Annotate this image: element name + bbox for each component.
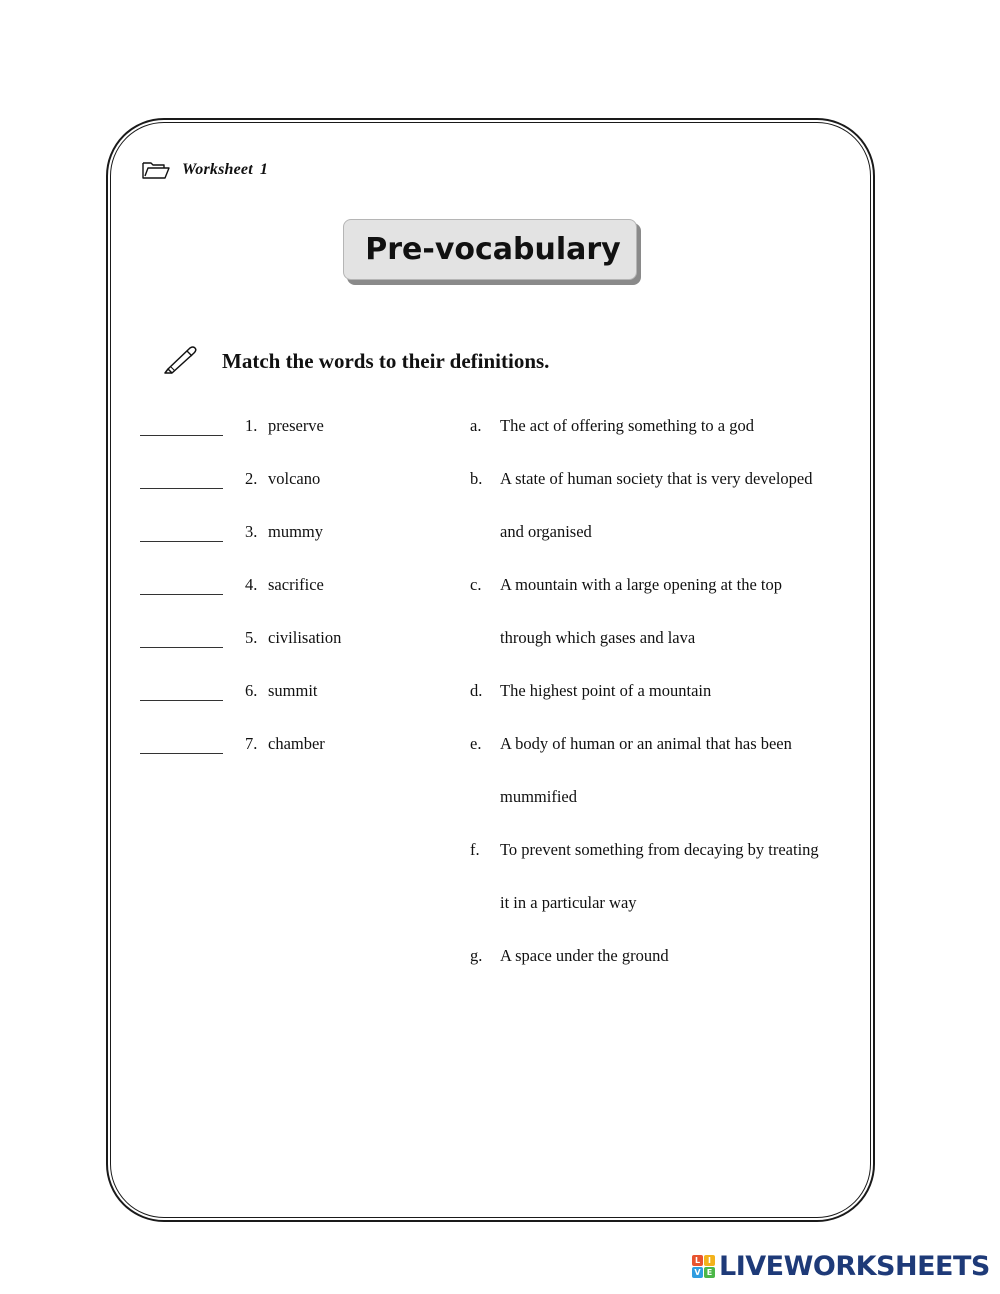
answer-blank[interactable] [140, 584, 223, 595]
word-text: mummy [268, 522, 324, 541]
word-text: volcano [268, 469, 321, 488]
logo-tile: L [692, 1255, 703, 1266]
answer-blank[interactable] [140, 478, 223, 489]
definition-letter: d. [470, 681, 483, 700]
instruction-text: Match the words to their definitions. [222, 349, 550, 373]
word-number: 7. [245, 734, 258, 753]
definition-letter: f. [470, 840, 480, 859]
worksheet-frame-inner [110, 122, 871, 1218]
liveworksheets-logo-icon [692, 1255, 715, 1278]
answer-blank[interactable] [140, 743, 223, 754]
worksheet-number: 1 [259, 161, 268, 178]
answer-blank[interactable] [140, 637, 223, 648]
word-text: preserve [268, 416, 324, 435]
title-box [343, 219, 637, 280]
page-title: Pre-vocabulary [365, 232, 621, 267]
word-text: chamber [268, 734, 325, 753]
definition-text: through which gases and lava [500, 628, 696, 647]
answer-blank[interactable] [140, 531, 223, 542]
definition-text: A space under the ground [500, 946, 669, 965]
folder-icon [142, 160, 170, 180]
word-text: civilisation [268, 628, 342, 647]
definition-letter: b. [470, 469, 483, 488]
definition-text: and organised [500, 522, 592, 541]
word-number: 4. [245, 575, 258, 594]
liveworksheets-brand [692, 1251, 990, 1282]
worksheet-header [142, 160, 268, 180]
word-text: summit [268, 681, 318, 700]
logo-tile: V [692, 1267, 703, 1278]
word-number: 2. [245, 469, 258, 488]
definition-letter: e. [470, 734, 482, 753]
word-number: 6. [245, 681, 258, 700]
definition-letter: a. [470, 416, 482, 435]
definition-text: mummified [500, 787, 577, 806]
word-number: 5. [245, 628, 258, 647]
definition-text: A state of human society that is very developed [500, 469, 813, 488]
word-number: 1. [245, 416, 258, 435]
worksheet-label: Worksheet [182, 161, 253, 178]
definition-text: The highest point of a mountain [500, 681, 712, 700]
pen-icon [162, 343, 200, 375]
definition-text: it in a particular way [500, 893, 637, 912]
definition-text: A mountain with a large opening at the top [500, 575, 782, 594]
word-text: sacrifice [268, 575, 324, 594]
definition-letter: g. [470, 946, 483, 965]
logo-tile: E [704, 1267, 715, 1278]
definition-text: To prevent something from decaying by treating [500, 840, 819, 859]
answer-blank[interactable] [140, 425, 223, 436]
brand-name: LIVEWORKSHEETS [719, 1251, 990, 1282]
definition-text: A body of human or an animal that has been [500, 734, 792, 753]
definition-text: The act of offering something to a god [500, 416, 755, 435]
definition-letter: c. [470, 575, 482, 594]
word-number: 3. [245, 522, 258, 541]
answer-blank[interactable] [140, 690, 223, 701]
logo-tile: I [704, 1255, 715, 1266]
